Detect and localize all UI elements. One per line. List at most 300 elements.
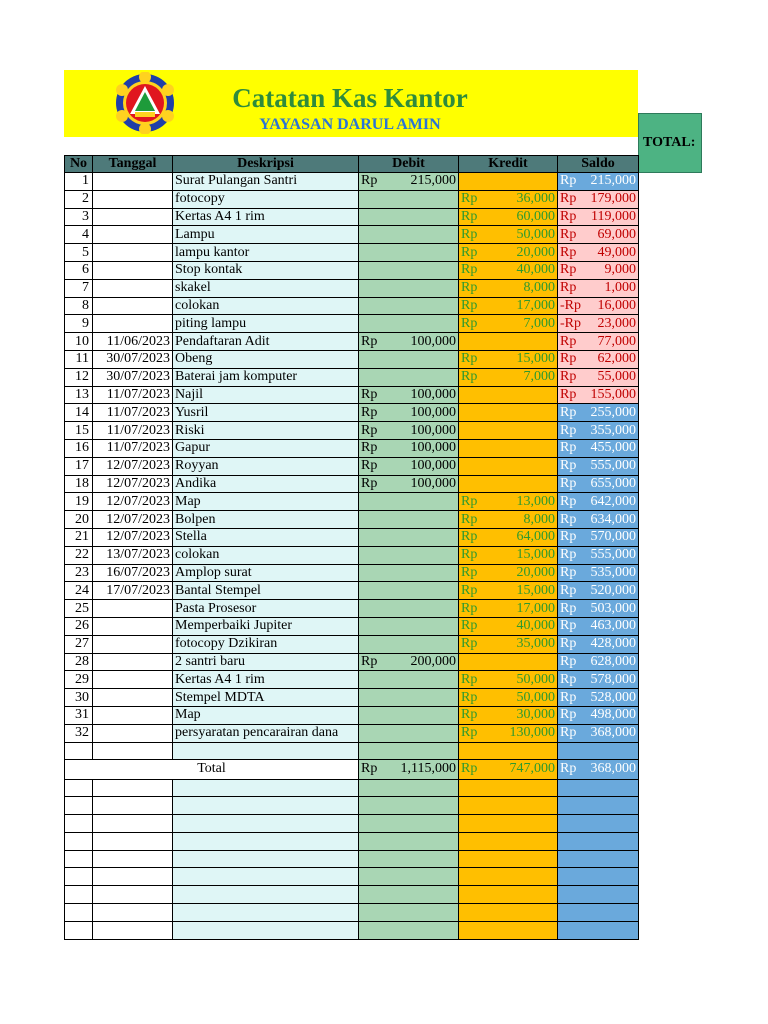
cell-deskripsi[interactable]: Riski	[173, 422, 359, 440]
empty-cell[interactable]	[65, 921, 93, 939]
cell-tanggal[interactable]: 12/07/2023	[93, 511, 173, 529]
currency-label: Rp	[560, 244, 577, 260]
cell-tanggal[interactable]: 11/07/2023	[93, 386, 173, 404]
cell-no[interactable]: 20	[65, 511, 93, 529]
total-saldo[interactable]	[558, 759, 639, 779]
currency-label: Rp	[461, 564, 478, 580]
cell-deskripsi[interactable]: piting lampu	[173, 315, 359, 333]
cell-saldo[interactable]	[558, 226, 639, 244]
cell-debit-amount: 100,000	[410, 458, 456, 474]
cell-no[interactable]: 24	[65, 582, 93, 600]
cell-debit[interactable]	[359, 368, 459, 386]
table-row	[65, 475, 639, 493]
cell-kredit[interactable]	[459, 261, 558, 279]
empty-cell[interactable]	[558, 815, 639, 833]
cell-kredit[interactable]	[459, 706, 558, 724]
cell-deskripsi[interactable]: fotocopy	[173, 190, 359, 208]
empty-cell[interactable]	[359, 904, 459, 922]
cell-debit[interactable]	[359, 617, 459, 635]
cell-deskripsi[interactable]: Andika	[173, 475, 359, 493]
cell-no[interactable]: 11	[65, 350, 93, 368]
cell-saldo-amount: 355,000	[590, 422, 636, 438]
cell-deskripsi[interactable]: persyaratan pencarairan dana	[173, 724, 359, 742]
column-header-no[interactable]: No	[65, 156, 93, 173]
cell-saldo[interactable]	[558, 671, 639, 689]
cell-deskripsi[interactable]: Pendaftaran Adit	[173, 333, 359, 351]
cell-saldo[interactable]	[558, 528, 639, 546]
currency-label: -Rp	[560, 297, 581, 313]
empty-cell[interactable]	[65, 797, 93, 815]
cell-no[interactable]: 31	[65, 706, 93, 724]
cell-saldo[interactable]	[558, 653, 639, 671]
cell-kredit[interactable]	[459, 635, 558, 653]
cell-kredit[interactable]	[459, 600, 558, 618]
cell-kredit[interactable]	[459, 404, 558, 422]
column-header-deskripsi[interactable]: Deskripsi	[173, 156, 359, 173]
cell-kredit[interactable]	[459, 582, 558, 600]
cell-no[interactable]: 6	[65, 261, 93, 279]
cell-deskripsi[interactable]: Yusril	[173, 404, 359, 422]
empty-cell[interactable]	[459, 832, 558, 850]
cell-tanggal[interactable]	[93, 635, 173, 653]
cell-deskripsi[interactable]: Surat Pulangan Santri	[173, 173, 359, 191]
cell-no[interactable]: 8	[65, 297, 93, 315]
cell-saldo[interactable]	[558, 279, 639, 297]
cell-debit[interactable]	[359, 386, 459, 404]
cell-tanggal[interactable]	[93, 173, 173, 191]
cell-debit[interactable]	[359, 546, 459, 564]
cell-tanggal[interactable]: 11/07/2023	[93, 422, 173, 440]
cell-saldo-amount: 428,000	[590, 636, 636, 652]
cell-deskripsi[interactable]: fotocopy Dzikiran	[173, 635, 359, 653]
cell-saldo[interactable]	[558, 724, 639, 742]
empty-cell[interactable]	[65, 832, 93, 850]
cell-no[interactable]: 19	[65, 493, 93, 511]
cell-kredit[interactable]	[459, 439, 558, 457]
cell-debit[interactable]	[359, 689, 459, 707]
empty-cell[interactable]	[173, 868, 359, 886]
cell-no[interactable]: 4	[65, 226, 93, 244]
column-header-kredit[interactable]: Kredit	[459, 156, 558, 173]
cell-saldo[interactable]	[558, 173, 639, 191]
cell-saldo[interactable]	[558, 350, 639, 368]
cell-saldo[interactable]	[558, 244, 639, 262]
cell-kredit[interactable]	[459, 190, 558, 208]
cell-kredit-amount: 40,000	[516, 618, 555, 634]
cell-debit-amount: 200,000	[410, 653, 456, 669]
cell-debit[interactable]	[359, 173, 459, 191]
cell-debit[interactable]	[359, 600, 459, 618]
empty-cell[interactable]	[93, 779, 173, 797]
cell-tanggal[interactable]	[93, 617, 173, 635]
empty-cell[interactable]	[558, 904, 639, 922]
cell-saldo[interactable]	[558, 386, 639, 404]
currency-label: Rp	[560, 653, 577, 669]
currency-label: Rp	[361, 422, 378, 438]
empty-cell[interactable]	[459, 779, 558, 797]
cell-debit[interactable]	[359, 528, 459, 546]
currency-label: Rp	[461, 297, 478, 313]
cell-debit[interactable]	[359, 724, 459, 742]
cell-saldo[interactable]	[558, 368, 639, 386]
cell-tanggal[interactable]	[93, 297, 173, 315]
cell-no[interactable]: 15	[65, 422, 93, 440]
empty-cell[interactable]	[93, 742, 173, 759]
cell-no[interactable]: 27	[65, 635, 93, 653]
cell-deskripsi[interactable]: Kertas A4 1 rim	[173, 208, 359, 226]
cell-deskripsi[interactable]: Stop kontak	[173, 261, 359, 279]
cell-deskripsi[interactable]: Najil	[173, 386, 359, 404]
empty-cell[interactable]	[459, 815, 558, 833]
cell-saldo[interactable]	[558, 261, 639, 279]
empty-cell[interactable]	[173, 815, 359, 833]
empty-cell[interactable]	[173, 921, 359, 939]
totals-row	[65, 759, 639, 779]
table-row	[65, 582, 639, 600]
cell-deskripsi[interactable]: skakel	[173, 279, 359, 297]
cell-debit[interactable]	[359, 226, 459, 244]
empty-cell[interactable]	[173, 904, 359, 922]
currency-label: Rp	[560, 671, 577, 687]
cell-kredit[interactable]	[459, 475, 558, 493]
cell-no[interactable]: 9	[65, 315, 93, 333]
cell-tanggal[interactable]: 17/07/2023	[93, 582, 173, 600]
cell-tanggal[interactable]	[93, 600, 173, 618]
cell-kredit[interactable]	[459, 546, 558, 564]
cell-tanggal[interactable]	[93, 279, 173, 297]
total-debit-amount: 1,115,000	[400, 761, 456, 776]
cell-kredit[interactable]	[459, 244, 558, 262]
empty-cell[interactable]	[65, 904, 93, 922]
cell-tanggal[interactable]	[93, 226, 173, 244]
cell-saldo-amount: 1,000	[604, 280, 636, 296]
cell-no[interactable]: 14	[65, 404, 93, 422]
cell-debit[interactable]	[359, 333, 459, 351]
cell-no[interactable]: 7	[65, 279, 93, 297]
empty-cell[interactable]	[359, 742, 459, 759]
cell-no[interactable]: 30	[65, 689, 93, 707]
cell-no[interactable]: 3	[65, 208, 93, 226]
empty-cell[interactable]	[93, 832, 173, 850]
currency-label: Rp	[461, 315, 478, 331]
cell-debit[interactable]	[359, 439, 459, 457]
cell-saldo[interactable]	[558, 635, 639, 653]
table-row	[65, 173, 639, 191]
cell-tanggal[interactable]: 11/07/2023	[93, 439, 173, 457]
cell-kredit[interactable]	[459, 386, 558, 404]
empty-cell[interactable]	[173, 850, 359, 868]
cell-no[interactable]: 28	[65, 653, 93, 671]
cell-debit[interactable]	[359, 706, 459, 724]
empty-cell[interactable]	[359, 850, 459, 868]
cell-deskripsi[interactable]: Obeng	[173, 350, 359, 368]
empty-cell[interactable]	[459, 850, 558, 868]
cell-tanggal[interactable]	[93, 653, 173, 671]
cell-deskripsi[interactable]: Map	[173, 706, 359, 724]
empty-cell[interactable]	[93, 850, 173, 868]
empty-cell[interactable]	[558, 850, 639, 868]
cell-deskripsi[interactable]: Stempel MDTA	[173, 689, 359, 707]
cell-no[interactable]: 21	[65, 528, 93, 546]
column-header-debit[interactable]: Debit	[359, 156, 459, 173]
empty-cell[interactable]	[93, 868, 173, 886]
cell-debit[interactable]	[359, 261, 459, 279]
empty-cell[interactable]	[459, 797, 558, 815]
empty-cell[interactable]	[558, 868, 639, 886]
currency-label: Rp	[560, 369, 577, 385]
empty-cell[interactable]	[65, 815, 93, 833]
cell-tanggal[interactable]: 13/07/2023	[93, 546, 173, 564]
cell-debit[interactable]	[359, 635, 459, 653]
cell-kredit[interactable]	[459, 208, 558, 226]
cell-debit[interactable]	[359, 350, 459, 368]
total-kredit[interactable]	[459, 759, 558, 779]
cell-no[interactable]: 26	[65, 617, 93, 635]
cell-no[interactable]: 22	[65, 546, 93, 564]
cell-saldo-amount: 463,000	[590, 618, 636, 634]
cell-debit[interactable]	[359, 244, 459, 262]
cell-no[interactable]: 5	[65, 244, 93, 262]
cell-tanggal[interactable]: 12/07/2023	[93, 475, 173, 493]
total-label-cell[interactable]: TOTAL:	[638, 113, 702, 173]
table-row	[65, 635, 639, 653]
cell-kredit[interactable]	[459, 528, 558, 546]
cell-no[interactable]: 10	[65, 333, 93, 351]
empty-cell[interactable]	[558, 921, 639, 939]
empty-cell[interactable]	[558, 779, 639, 797]
cell-debit[interactable]	[359, 582, 459, 600]
cell-deskripsi[interactable]: Pasta Prosesor	[173, 600, 359, 618]
empty-cell[interactable]	[173, 832, 359, 850]
cell-tanggal[interactable]	[93, 315, 173, 333]
column-header-saldo[interactable]: Saldo	[558, 156, 639, 173]
cell-kredit[interactable]	[459, 173, 558, 191]
cell-saldo[interactable]	[558, 582, 639, 600]
cell-no[interactable]: 25	[65, 600, 93, 618]
cell-debit[interactable]	[359, 404, 459, 422]
cell-kredit-amount: 60,000	[516, 208, 555, 224]
cell-deskripsi[interactable]: colokan	[173, 546, 359, 564]
cell-saldo-amount: 634,000	[590, 511, 636, 527]
empty-cell[interactable]	[173, 742, 359, 759]
cell-debit[interactable]	[359, 457, 459, 475]
cell-deskripsi[interactable]: Kertas A4 1 rim	[173, 671, 359, 689]
cell-deskripsi[interactable]: Map	[173, 493, 359, 511]
currency-label: Rp	[361, 333, 378, 349]
cell-kredit[interactable]	[459, 315, 558, 333]
cell-saldo[interactable]	[558, 706, 639, 724]
total-debit[interactable]	[359, 759, 459, 779]
cell-kredit[interactable]	[459, 350, 558, 368]
cell-kredit[interactable]	[459, 671, 558, 689]
empty-cell[interactable]	[359, 779, 459, 797]
cell-saldo[interactable]	[558, 315, 639, 333]
empty-cell[interactable]	[93, 904, 173, 922]
cell-saldo[interactable]	[558, 333, 639, 351]
cell-no[interactable]: 29	[65, 671, 93, 689]
cell-kredit-amount: 7,000	[523, 315, 555, 331]
cell-debit[interactable]	[359, 190, 459, 208]
cell-tanggal[interactable]	[93, 190, 173, 208]
empty-cell[interactable]	[459, 886, 558, 904]
cell-saldo[interactable]	[558, 190, 639, 208]
cell-deskripsi[interactable]: colokan	[173, 297, 359, 315]
currency-label: Rp	[461, 511, 478, 527]
empty-cell[interactable]	[459, 921, 558, 939]
cell-deskripsi[interactable]: lampu kantor	[173, 244, 359, 262]
cell-kredit[interactable]	[459, 457, 558, 475]
cell-kredit[interactable]	[459, 368, 558, 386]
cell-deskripsi[interactable]: Lampu	[173, 226, 359, 244]
cell-tanggal[interactable]	[93, 261, 173, 279]
cell-tanggal[interactable]	[93, 689, 173, 707]
cell-saldo[interactable]	[558, 404, 639, 422]
empty-cell[interactable]	[173, 779, 359, 797]
table-row	[65, 528, 639, 546]
cell-no[interactable]: 18	[65, 475, 93, 493]
cell-kredit[interactable]	[459, 564, 558, 582]
cell-kredit[interactable]	[459, 279, 558, 297]
cell-tanggal[interactable]: 30/07/2023	[93, 368, 173, 386]
cell-debit[interactable]	[359, 315, 459, 333]
empty-cell[interactable]	[65, 742, 93, 759]
cell-saldo[interactable]	[558, 439, 639, 457]
empty-cell[interactable]	[359, 815, 459, 833]
cell-tanggal[interactable]: 11/07/2023	[93, 404, 173, 422]
empty-cell[interactable]	[558, 742, 639, 759]
cell-debit[interactable]	[359, 475, 459, 493]
empty-cell[interactable]	[93, 815, 173, 833]
cell-deskripsi[interactable]: Royyan	[173, 457, 359, 475]
cell-no[interactable]: 1	[65, 173, 93, 191]
cell-tanggal[interactable]: 16/07/2023	[93, 564, 173, 582]
cell-saldo-amount: 77,000	[597, 333, 636, 349]
currency-label: Rp	[461, 618, 478, 634]
cell-debit[interactable]	[359, 511, 459, 529]
empty-cell[interactable]	[173, 886, 359, 904]
empty-cell[interactable]	[558, 797, 639, 815]
empty-cell[interactable]	[359, 886, 459, 904]
cell-saldo[interactable]	[558, 297, 639, 315]
empty-cell[interactable]	[359, 868, 459, 886]
cell-deskripsi[interactable]: Bantal Stempel	[173, 582, 359, 600]
cell-debit[interactable]	[359, 653, 459, 671]
cell-tanggal[interactable]	[93, 244, 173, 262]
empty-cell[interactable]	[459, 868, 558, 886]
cell-deskripsi[interactable]: Memperbaiki Jupiter	[173, 617, 359, 635]
currency-label: Rp	[560, 351, 577, 367]
cell-saldo[interactable]	[558, 600, 639, 618]
cell-kredit[interactable]	[459, 689, 558, 707]
cell-kredit[interactable]	[459, 226, 558, 244]
cell-tanggal[interactable]: 12/07/2023	[93, 528, 173, 546]
empty-cell[interactable]	[93, 797, 173, 815]
currency-label: Rp	[361, 653, 378, 669]
cell-deskripsi[interactable]: Gapur	[173, 439, 359, 457]
cell-no[interactable]: 16	[65, 439, 93, 457]
cell-debit[interactable]	[359, 671, 459, 689]
cell-debit[interactable]	[359, 208, 459, 226]
cell-no[interactable]: 17	[65, 457, 93, 475]
cell-kredit[interactable]	[459, 724, 558, 742]
cell-saldo[interactable]	[558, 475, 639, 493]
empty-cell[interactable]	[459, 742, 558, 759]
empty-cell[interactable]	[359, 921, 459, 939]
cell-tanggal[interactable]: 12/07/2023	[93, 493, 173, 511]
cell-kredit[interactable]	[459, 297, 558, 315]
cell-tanggal[interactable]	[93, 208, 173, 226]
table-row	[65, 546, 639, 564]
empty-row	[65, 797, 639, 815]
cell-kredit[interactable]	[459, 653, 558, 671]
cell-saldo[interactable]	[558, 689, 639, 707]
empty-cell[interactable]	[459, 904, 558, 922]
cell-saldo[interactable]	[558, 422, 639, 440]
empty-cell[interactable]	[558, 886, 639, 904]
cell-deskripsi[interactable]: 2 santri baru	[173, 653, 359, 671]
cell-tanggal[interactable]: 11/06/2023	[93, 333, 173, 351]
empty-row	[65, 886, 639, 904]
cell-debit[interactable]	[359, 564, 459, 582]
cell-no[interactable]: 13	[65, 386, 93, 404]
empty-cell[interactable]	[65, 850, 93, 868]
cell-no[interactable]: 12	[65, 368, 93, 386]
cell-kredit[interactable]	[459, 493, 558, 511]
cell-kredit[interactable]	[459, 333, 558, 351]
cell-debit-amount: 100,000	[410, 386, 456, 402]
cell-saldo[interactable]	[558, 493, 639, 511]
empty-cell[interactable]	[173, 797, 359, 815]
cell-kredit[interactable]	[459, 617, 558, 635]
cell-saldo-amount: 255,000	[590, 404, 636, 420]
cell-saldo[interactable]	[558, 546, 639, 564]
cell-debit[interactable]	[359, 297, 459, 315]
empty-cell[interactable]	[359, 797, 459, 815]
cell-saldo[interactable]	[558, 617, 639, 635]
column-header-tanggal[interactable]: Tanggal	[93, 156, 173, 173]
cell-saldo[interactable]	[558, 208, 639, 226]
cell-tanggal[interactable]	[93, 671, 173, 689]
cell-kredit[interactable]	[459, 422, 558, 440]
cell-deskripsi[interactable]: Baterai jam komputer	[173, 368, 359, 386]
cell-deskripsi[interactable]: Bolpen	[173, 511, 359, 529]
cell-saldo[interactable]	[558, 564, 639, 582]
empty-cell[interactable]	[558, 832, 639, 850]
empty-cell[interactable]	[93, 886, 173, 904]
cell-kredit[interactable]	[459, 511, 558, 529]
cell-tanggal[interactable]: 30/07/2023	[93, 350, 173, 368]
cell-tanggal[interactable]	[93, 706, 173, 724]
cell-saldo[interactable]	[558, 511, 639, 529]
cell-deskripsi[interactable]: Stella	[173, 528, 359, 546]
empty-cell[interactable]	[359, 832, 459, 850]
empty-cell[interactable]	[65, 868, 93, 886]
cell-saldo-amount: 555,000	[590, 458, 636, 474]
cell-debit[interactable]	[359, 279, 459, 297]
cell-no[interactable]: 23	[65, 564, 93, 582]
cell-no[interactable]: 32	[65, 724, 93, 742]
cell-debit[interactable]	[359, 493, 459, 511]
empty-cell[interactable]	[65, 886, 93, 904]
empty-cell[interactable]	[93, 921, 173, 939]
empty-cell[interactable]	[65, 779, 93, 797]
cell-tanggal[interactable]	[93, 724, 173, 742]
cell-debit[interactable]	[359, 422, 459, 440]
cell-saldo[interactable]	[558, 457, 639, 475]
cell-tanggal[interactable]: 12/07/2023	[93, 457, 173, 475]
cell-deskripsi[interactable]: Amplop surat	[173, 564, 359, 582]
cell-no[interactable]: 2	[65, 190, 93, 208]
